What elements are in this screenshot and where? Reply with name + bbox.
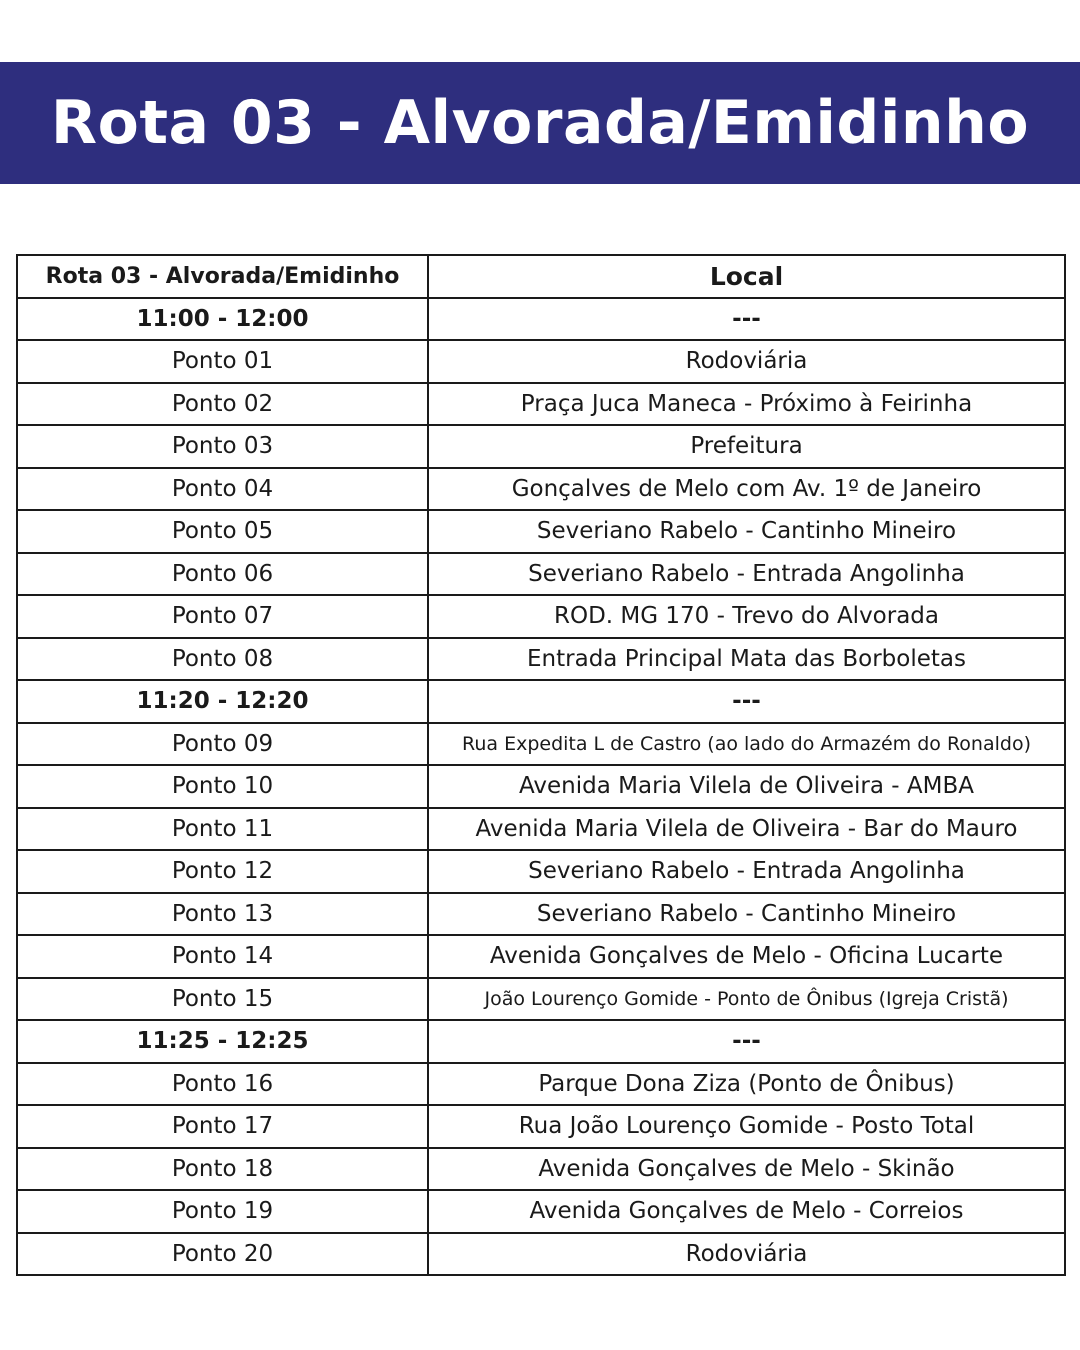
table-row [17, 1233, 1065, 1276]
table-row [17, 510, 1065, 553]
column-header-local: Local [428, 255, 1065, 298]
time-slot-placeholder-cell: --- [428, 680, 1065, 723]
stop-location-cell: Severiano Rabelo - Entrada Angolinha [428, 850, 1065, 893]
stop-location-cell: Avenida Maria Vilela de Oliveira - AMBA [428, 765, 1065, 808]
stop-location-cell: João Lourenço Gomide - Ponto de Ônibus (Igreja Cristã) [428, 978, 1065, 1021]
stop-name-cell: Ponto 02 [17, 383, 428, 426]
stop-name-cell: Ponto 01 [17, 340, 428, 383]
stop-location-cell: Gonçalves de Melo com Av. 1º de Janeiro [428, 468, 1065, 511]
stop-location-cell: Parque Dona Ziza (Ponto de Ônibus) [428, 1063, 1065, 1106]
table-row [17, 1148, 1065, 1191]
stop-name-cell: Ponto 18 [17, 1148, 428, 1191]
stop-name-cell: Ponto 06 [17, 553, 428, 596]
table-row [17, 935, 1065, 978]
route-table [16, 254, 1066, 1276]
table-row [17, 808, 1065, 851]
stop-name-cell: Ponto 16 [17, 1063, 428, 1106]
stop-location-cell: Entrada Principal Mata das Borboletas [428, 638, 1065, 681]
stop-name-cell: Ponto 08 [17, 638, 428, 681]
stop-name-cell: Ponto 09 [17, 723, 428, 766]
table-row [17, 1063, 1065, 1106]
table-row [17, 893, 1065, 936]
stop-location-cell: Severiano Rabelo - Cantinho Mineiro [428, 510, 1065, 553]
stop-location-cell: Severiano Rabelo - Entrada Angolinha [428, 553, 1065, 596]
time-slot-row [17, 298, 1065, 341]
stop-location-cell: Avenida Gonçalves de Melo - Oficina Lucarte [428, 935, 1065, 978]
stop-name-cell: Ponto 07 [17, 595, 428, 638]
title-banner [0, 62, 1080, 184]
time-slot-cell: 11:00 - 12:00 [17, 298, 428, 341]
time-slot-row [17, 1020, 1065, 1063]
stop-location-cell: Avenida Maria Vilela de Oliveira - Bar do Mauro [428, 808, 1065, 851]
stop-location-cell: Rua João Lourenço Gomide - Posto Total [428, 1105, 1065, 1148]
table-row [17, 383, 1065, 426]
table-row [17, 765, 1065, 808]
stop-location-cell: Avenida Gonçalves de Melo - Correios [428, 1190, 1065, 1233]
table-row [17, 595, 1065, 638]
stop-location-cell: ROD. MG 170 - Trevo do Alvorada [428, 595, 1065, 638]
stop-location-cell: Rodoviária [428, 1233, 1065, 1276]
table-row [17, 1190, 1065, 1233]
stop-name-cell: Ponto 12 [17, 850, 428, 893]
table-row [17, 553, 1065, 596]
table-row [17, 1105, 1065, 1148]
stop-location-cell: Rua Expedita L de Castro (ao lado do Armazém do Ronaldo) [428, 723, 1065, 766]
page-title: Rota 03 - Alvorada/Emidinho [50, 88, 1030, 158]
stop-name-cell: Ponto 19 [17, 1190, 428, 1233]
stop-name-cell: Ponto 20 [17, 1233, 428, 1276]
stop-name-cell: Ponto 11 [17, 808, 428, 851]
table-row [17, 850, 1065, 893]
time-slot-cell: 11:25 - 12:25 [17, 1020, 428, 1063]
time-slot-placeholder-cell: --- [428, 1020, 1065, 1063]
table-row [17, 340, 1065, 383]
column-header-route: Rota 03 - Alvorada/Emidinho [17, 255, 428, 298]
stop-name-cell: Ponto 04 [17, 468, 428, 511]
table-header-row [17, 255, 1065, 298]
table-row [17, 425, 1065, 468]
stop-location-cell: Praça Juca Maneca - Próximo à Feirinha [428, 383, 1065, 426]
table-row [17, 468, 1065, 511]
stop-location-cell: Rodoviária [428, 340, 1065, 383]
time-slot-cell: 11:20 - 12:20 [17, 680, 428, 723]
stop-name-cell: Ponto 05 [17, 510, 428, 553]
stop-name-cell: Ponto 03 [17, 425, 428, 468]
stop-name-cell: Ponto 10 [17, 765, 428, 808]
stop-location-cell: Avenida Gonçalves de Melo - Skinão [428, 1148, 1065, 1191]
table-row [17, 723, 1065, 766]
time-slot-row [17, 680, 1065, 723]
stop-location-cell: Severiano Rabelo - Cantinho Mineiro [428, 893, 1065, 936]
stop-name-cell: Ponto 17 [17, 1105, 428, 1148]
table-body [17, 298, 1065, 1276]
stop-location-cell: Prefeitura [428, 425, 1065, 468]
time-slot-placeholder-cell: --- [428, 298, 1065, 341]
stop-name-cell: Ponto 15 [17, 978, 428, 1021]
stop-name-cell: Ponto 14 [17, 935, 428, 978]
table-row [17, 978, 1065, 1021]
table-row [17, 638, 1065, 681]
stop-name-cell: Ponto 13 [17, 893, 428, 936]
